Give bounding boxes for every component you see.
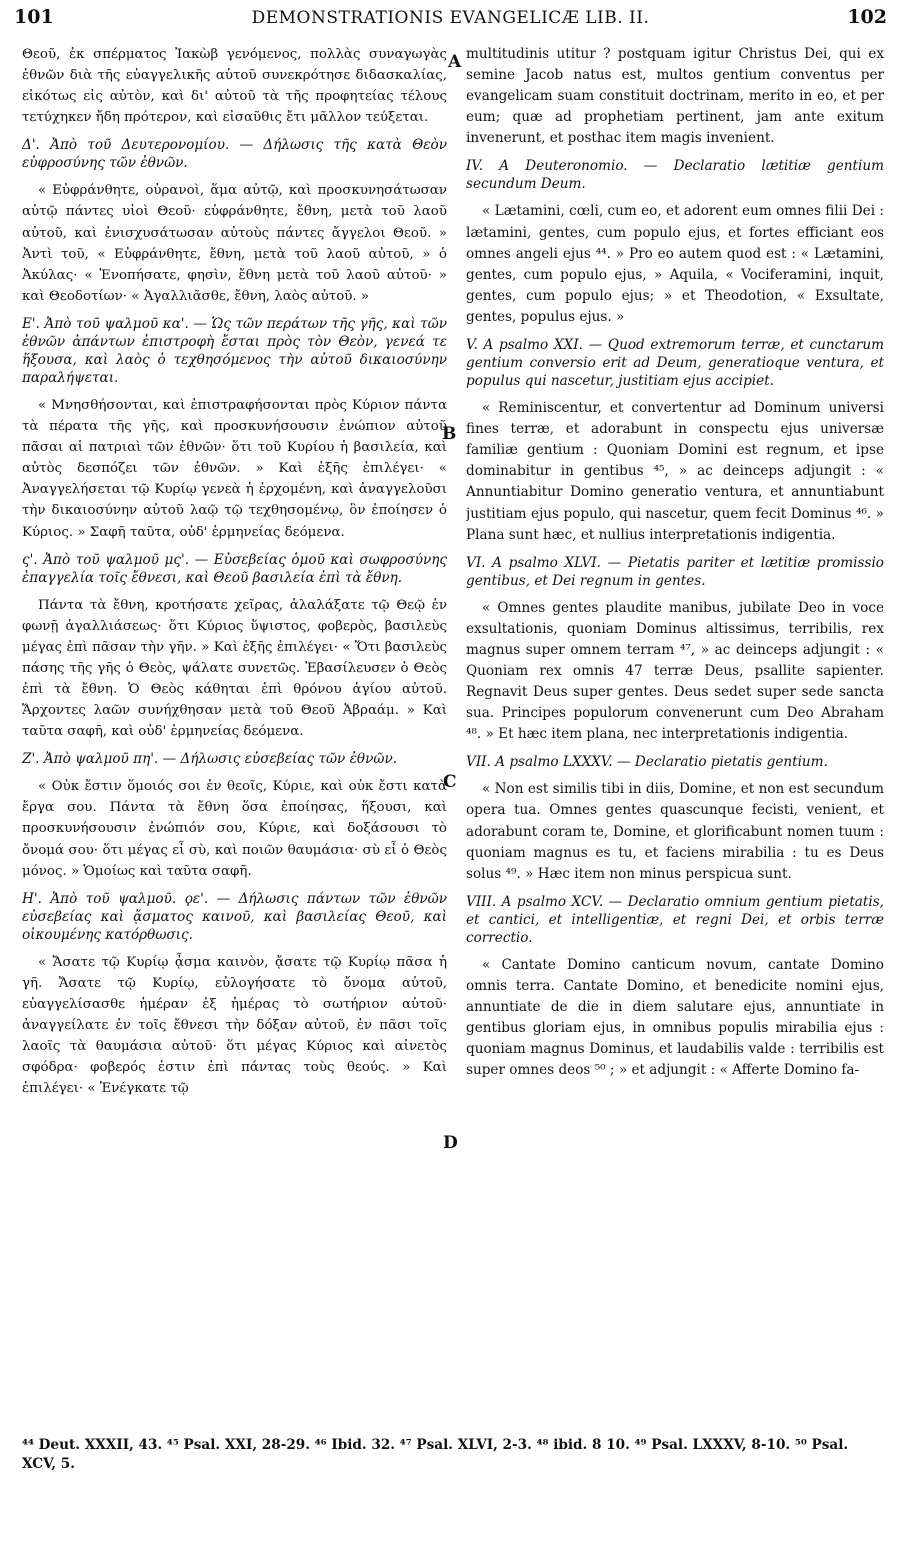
greek-text-7: « Οὐκ ἔστιν ὅμοιός σοι ἐν θεοῖς, Κύριε, καὶ οὐκ ἔστι κατὰ ἔργα σου. Πάντα τὰ ἔθνη ὅσα ἐποίησας, ἥξουσι, καὶ προσκυνήσουσιν ἐνώπιόν σου, Κύριε, καὶ δοξάσουσι τὸ ὄνομά σου· ὅτι μέγας εἶ σὺ, καὶ ποιῶν θαυμάσια· σὺ εἶ ὁ Θεὸς μόνος. » Ὁμοίως καὶ ταῦτα σαφῆ. [22, 779, 447, 879]
latin-column [466, 44, 884, 1426]
margin-marker-a: A [448, 52, 462, 72]
greek-column [22, 44, 447, 1426]
greek-heading-7: Ζ'. Ἀπὸ ψαλμοῦ πη'. — Δήλωσις εὐσεβείας τῶν ἐθνῶν. [22, 751, 398, 768]
greek-intro: Θεοῦ, ἐκ σπέρματος Ἰακὼβ γενόμενος, πολλὰς συναγωγὰς ἐθνῶν διὰ τῆς εὐαγγελικῆς αὐτοῦ συνεκρότησε διδασκαλίας, εἰκότως εἰς αὐτὸν, καὶ δι' αὐτοῦ τὰ τῆς προφητείας τέλους τετύχηκεν ἤδη πρότερον, καὶ εἰσαῦθις ἔτι μᾶλλον τεύξεται. [22, 47, 447, 126]
running-title: DEMONSTRATIONIS EVANGELICÆ LIB. II. [251, 8, 650, 28]
footnotes: ⁴⁴ Deut. XXXII, 43. ⁴⁵ Psal. XXI, 28-29. ⁴⁶ Ibid. 32. ⁴⁷ Psal. XLVI, 2-3. ⁴⁸ ibid. 8 10. ⁴⁹ Psal. LXXXV, 8-10. ⁵⁰ Psal. XCV, 5. [22, 1437, 849, 1472]
latin-heading-4: IV. A Deuteronomio. — Declaratio lætitiæ gentium secundum Deum. [466, 158, 884, 193]
page-header [0, 0, 901, 40]
latin-text-8: « Cantate Domino canticum novum, cantate Domino omnis terra. Cantate Domino, et benedicite nomini ejus, annuntiate de die in diem salutare ejus, annuntiate in gentibus gloriam ejus, in omnibus populis mirabilia ejus : quoniam magnus Dominus, et laudabilis valde : terribilis est super omnes deos ⁵⁰ ; » et adjungit : « Afferte Domino fa- [466, 956, 884, 1079]
latin-heading-6: VI. A psalmo XLVI. — Pietatis pariter et lætitiæ promissio gentibus, et Dei regnum in gentes. [466, 554, 884, 589]
latin-heading-8: VIII. A psalmo XCV. — Declaratio omnium gentium pietatis, et cantici, et intelligentiæ, et regni Dei, et orbis terræ correctio. [466, 893, 884, 946]
greek-text-8: « Ἄσατε τῷ Κυρίῳ ᾆσμα καινὸν, ᾄσατε τῷ Κυρίῳ πᾶσα ἡ γῆ. Ἄσατε τῷ Κυρίῳ, εὐλογήσατε τὸ ὄνομα αὐτοῦ, εὐαγγελίσασθε ἡμέραν ἐξ ἡμέρας τὸ σωτήριον αὐτοῦ· ἀναγγείλατε ἐν τοῖς ἔθνεσι τὴν δόξαν αὐτοῦ, ἐν πᾶσι τοῖς λαοῖς τὰ θαυμάσια αὐτοῦ· ὅτι μέγας Κύριος καὶ αἰνετὸς σφόδρα· φοβερός ἐστιν ἐπὶ πάντας τοὺς θεούς. » Καὶ ἐπιλέγει· « Ἐνέγκατε τῷ [22, 954, 447, 1097]
greek-heading-5: Ε'. Ἀπὸ τοῦ ψαλμοῦ κα'. — Ὡς τῶν περάτων τῆς γῆς, καὶ τῶν ἐθνῶν ἁπάντων ἐπιστροφὴ ἔσται πρὸς τὸν Θεὸν, γενεά τε ἥξουσα, καὶ λαὸς ὁ τεχθησόμενος τὴν αὐτοῦ δικαιοσύνην παραλήψεται. [22, 315, 447, 386]
greek-heading-4: Δ'. Ἀπὸ τοῦ Δευτερονομίου. — Δήλωσις τῆς κατὰ Θεὸν εὐφροσύνης τῶν ἐθνῶν. [22, 137, 447, 172]
latin-text-7: « Non est similis tibi in diis, Domine, et non est secundum opera tua. Omnes gentes quascunque fecisti, venient, et adorabunt coram te, Domine, et glorificabunt nomen tuum : quoniam magnus es tu, et faciens mirabilia : tu es Deus solus ⁴⁹. » Hæc item non minus perspicua sunt. [466, 781, 884, 882]
greek-text-4: « Εὐφράνθητε, οὐρανοὶ, ἅμα αὐτῷ, καὶ προσκυνησάτωσαν αὐτῷ πάντες υἱοὶ Θεοῦ· εὐφράνθητε, ἔθνη, μετὰ τοῦ λαοῦ αὐτοῦ, καὶ ἐνισχυσάτωσαν αὐτοὺς πάντες ἄγγελοι Θεοῦ. » Ἀντὶ τοῦ, « Εὐφράνθητε, ἔθνη, μετὰ τοῦ λαοῦ αὐτοῦ, » ὁ Ἀκύλας· « Ἐνοπήσατε, φησὶν, ἔθνη μετὰ τοῦ λαοῦ αὐτοῦ· » καὶ Θεοδοτίων· « Ἀγαλλιᾶσθε, ἔθνη, λαὸς αὐτοῦ. » [22, 183, 447, 304]
margin-marker-b: B [442, 424, 457, 444]
latin-text-6: « Omnes gentes plaudite manibus, jubilate Deo in voce exsultationis, quoniam Dominus altissimus, terribilis, rex magnus super omnem terram ⁴⁷, » ac deinceps adjungit : « Quoniam rex omnis 47 terræ Deus, psallite sapienter. Regnavit Deus super gentes. Deus sedet super sede sancta sua. Principes populorum convenerunt cum Deo Abraham ⁴⁸. » Et hæc item plana, nec interpretationis indigentia. [466, 599, 884, 743]
greek-heading-6: ς'. Ἀπὸ τοῦ ψαλμοῦ μς'. — Εὐσεβείας ὁμοῦ καὶ σωφροσύνης ἐπαγγελία τοῖς ἔθνεσι, καὶ Θεοῦ βασιλεία ἐπὶ τὰ ἔθνη. [22, 551, 447, 586]
page-number-left: 101 [14, 6, 54, 28]
greek-heading-8: Η'. Ἀπὸ τοῦ ψαλμοῦ. ϙε'. — Δήλωσις πάντων τῶν ἐθνῶν εὐσεβείας καὶ ᾄσματος καινοῦ, καὶ βασιλείας Θεοῦ, καὶ οἰκουμένης κατόρθωσις. [22, 890, 447, 943]
page-number-right: 102 [847, 6, 887, 28]
latin-intro: multitudinis utitur ? postquam igitur Christus Dei, qui ex semine Jacob natus est, multos gentium conventus per evangelicam suam constituit doctrinam, merito in eo, et per eum; quæ ad prophetiam pertinent, jam ante exitum invenerunt, et posthac item magis invenient. [466, 46, 884, 147]
margin-marker-c: C [443, 772, 457, 792]
greek-text-5: « Μνησθήσονται, καὶ ἐπιστραφήσονται πρὸς Κύριον πάντα τὰ πέρατα τῆς γῆς, καὶ προσκυνήσουσιν ἐνώπιον αὐτοῦ πᾶσαι αἱ πατριαὶ τῶν ἐθνῶν· ὅτι τοῦ Κυρίου ἡ βασιλεία, καὶ αὐτὸς δεσπόζει τῶν ἐθνῶν. » Καὶ ἑξῆς ἐπιλέγει· « Ἀναγγελήσεται τῷ Κυρίῳ γενεὰ ἡ ἐρχομένη, καὶ ἀναγγελοῦσι τὴν δικαιοσύνην αὐτοῦ λαῷ τῷ τεχθησομένῳ, ὃν ἐποίησεν ὁ Κύριος. » Σαφῆ ταῦτα, οὐδ' ἑρμηνείας δεόμενα. [22, 397, 447, 540]
latin-text-5: « Reminiscentur, et convertentur ad Dominum universi fines terræ, et adorabunt in conspectu ejus universæ familiæ gentium : Quoniam Domini est regnum, et ipse dominabitur in gentibus ⁴⁵, » ac deinceps adjungit : « Annuntiabitur Domino generatio ventura, et annuntiabunt justitiam ejus populo, qui nascetur, quem fecit Dominus ⁴⁶. » Plana sunt hæc, et nullius interpretationis indigentia. [466, 400, 884, 543]
margin-marker-d: D [443, 1133, 458, 1153]
latin-text-4: « Lætamini, cœli, cum eo, et adorent eum omnes filii Dei : lætamini, gentes, cum populo ejus, et fortes efficiant eos omnes angeli ejus ⁴⁴. » Pro eo autem quod est : « Lætamini, gentes, cum populo ejus, » Aquila, « Vociferamini, inquit, gentes, cum populo ejus; » et Theodotion, « Exsultate, gentes, populus ejus. » [466, 203, 884, 325]
latin-heading-7: VII. A psalmo LXXXV. — Declaratio pietatis gentium. [466, 754, 828, 771]
greek-text-6: Πάντα τὰ ἔθνη, κροτήσατε χεῖρας, ἀλαλάξατε τῷ Θεῷ ἐν φωνῇ ἀγαλλιάσεως· ὅτι Κύριος ὕψιστος, φοβερὸς, βασιλεὺς μέγας ἐπὶ πᾶσαν τὴν γῆν. » Καὶ ἑξῆς ἐπιλέγει· « Ὅτι βασιλεὺς πάσης τῆς γῆς ὁ Θεὸς, ψάλατε συνετῶς. Ἐβασίλευσεν ὁ Θεὸς ἐπὶ τὰ ἔθνη. Ὁ Θεὸς κάθηται ἐπὶ θρόνου ἁγίου αὐτοῦ. Ἄρχοντες λαῶν συνήχθησαν μετὰ τοῦ Θεοῦ Ἀβραάμ. » Καὶ ταῦτα σαφῆ, καὶ οὐδ' ἑρμηνείας δεόμενα. [22, 597, 447, 740]
latin-heading-5: V. A psalmo XXI. — Quod extremorum terræ, et cunctarum gentium conversio erit ad Deum, generatioque ventura, et populus qui nascetur, justitiam ejus accipiet. [466, 337, 884, 390]
